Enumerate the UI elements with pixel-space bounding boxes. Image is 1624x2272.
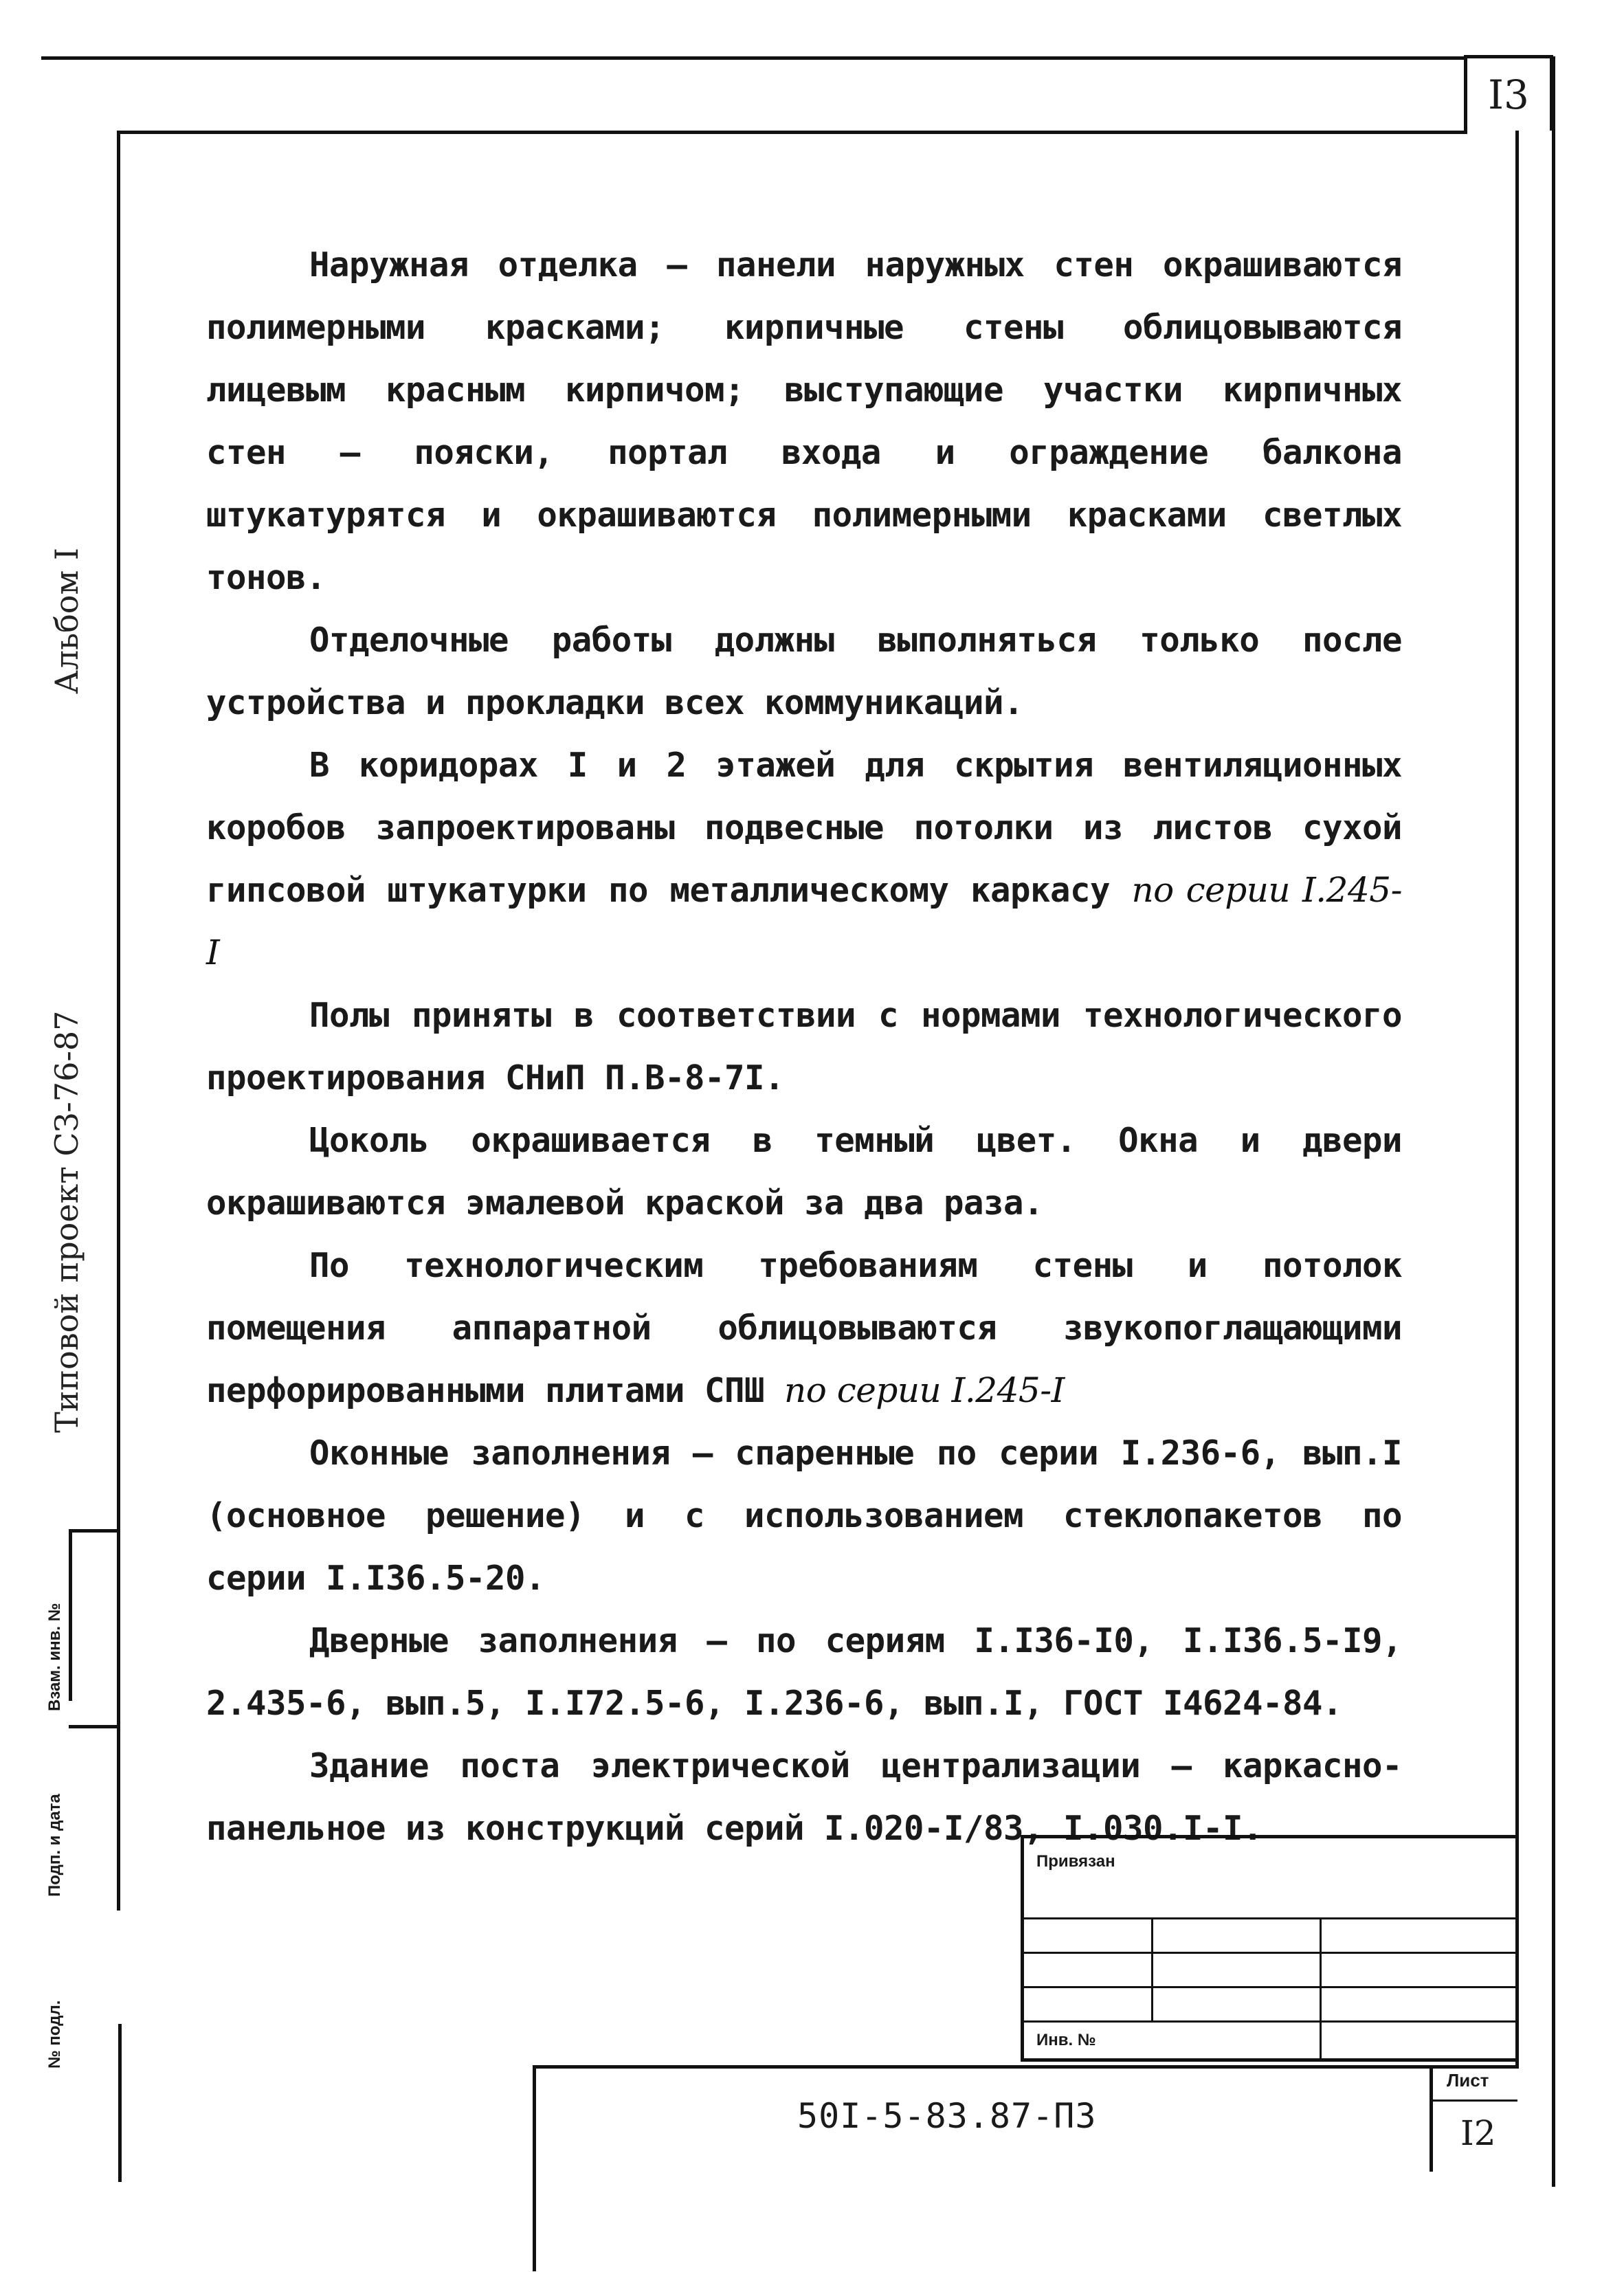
paragraph: Полы приняты в соответствии с нормами технологического проектирования СНиП П.В-8-7I. [206,996,1402,1098]
handwritten-note: по серии I.245-I [206,870,1402,972]
paragraph: Дверные заполнения – по сериям I.I36-I0, I.I36.5-I9, 2.435-6, вып.5, I.I72.5-6, I.236-6, вып.I, ГОСТ I4624-84. [206,1621,1402,1723]
stamp-row-line [1024,1986,1519,1988]
handwritten-note: по серии I.245-I [784,1370,1065,1410]
top-border-line [41,56,1467,60]
sheet-number: I2 [1460,2113,1496,2153]
album-label: Альбом I [48,547,85,694]
paragraph: В коридорах I и 2 этажей для скрытия вентиляционных коробов запроектированы подвесные потолки из листов сухой гипсовой штукатурки по металлическому каркасу по серии I.245-I [206,746,1402,972]
margin-sign-label: Подп. и дата [45,1794,64,1897]
stamp-row-line [1024,1917,1519,1919]
stamp-col-line [1151,1917,1153,2020]
page-number: I3 [1464,55,1553,131]
margin-box-line [69,1529,72,1701]
project-label: Типовой проект СЗ-76-87 [48,1010,85,1433]
stamp-table [1021,1835,1515,2062]
margin-box-top [69,1529,118,1533]
margin-box-bottom [69,1725,118,1728]
inv-no-label: Инв. № [1036,2031,1096,2049]
paragraph: Отделочные работы должны выполняться только после устройства и прокладки всех коммуникаций. [206,621,1402,722]
margin-orig-label: № подл. [45,2000,64,2069]
privyazan-label: Привязан [1036,1852,1115,1871]
stamp-row-line [1024,2020,1519,2023]
inner-frame-right [1515,131,1519,2065]
margin-inv-label: Взам. инв. № [45,1603,64,1711]
paragraph: По технологическим требованиям стены и потолок помещения аппаратной облицовываются звукопоглащающими перфорированными плитами СПШ по серии I.245-I [206,1246,1402,1410]
sheet-label: Лист [1447,2070,1489,2091]
paragraph: Цоколь окрашивается в темный цвет. Окна и двери окрашиваются эмалевой краской за два раза. [206,1121,1402,1223]
stamp-col-line [1320,1917,1322,2062]
sheet-divider [1430,2100,1517,2102]
paragraph: Здание поста электрической централизации – каркасно-панельное из конструкций серий I.020-I/83, I.030.I-I. [206,1746,1402,1848]
inner-frame-top [117,131,1467,134]
stamp-row-line [1024,1952,1519,1954]
paragraph: Наружная отделка – панели наружных стен окрашиваются полимерными красками; кирпичные стены облицовываются лицевым красным кирпичом; выступающие участки кирпичных стен – пояски, портал входа и ограждение балкона штукатурятся и окрашиваются полимерными красками светлых тонов. [206,245,1402,597]
inner-frame-left [117,131,120,1911]
document-body [206,234,1402,1860]
paragraph: Оконные заполнения – спаренные по серии I.236-6, вып.I (основное решение) и с использованием стеклопакетов по серии I.I36.5-20. [206,1434,1402,1598]
outer-frame-right [1552,56,1555,2187]
left-binding-line [118,2024,122,2182]
document-code: 50I-5-83.87-ПЗ [797,2096,1097,2136]
